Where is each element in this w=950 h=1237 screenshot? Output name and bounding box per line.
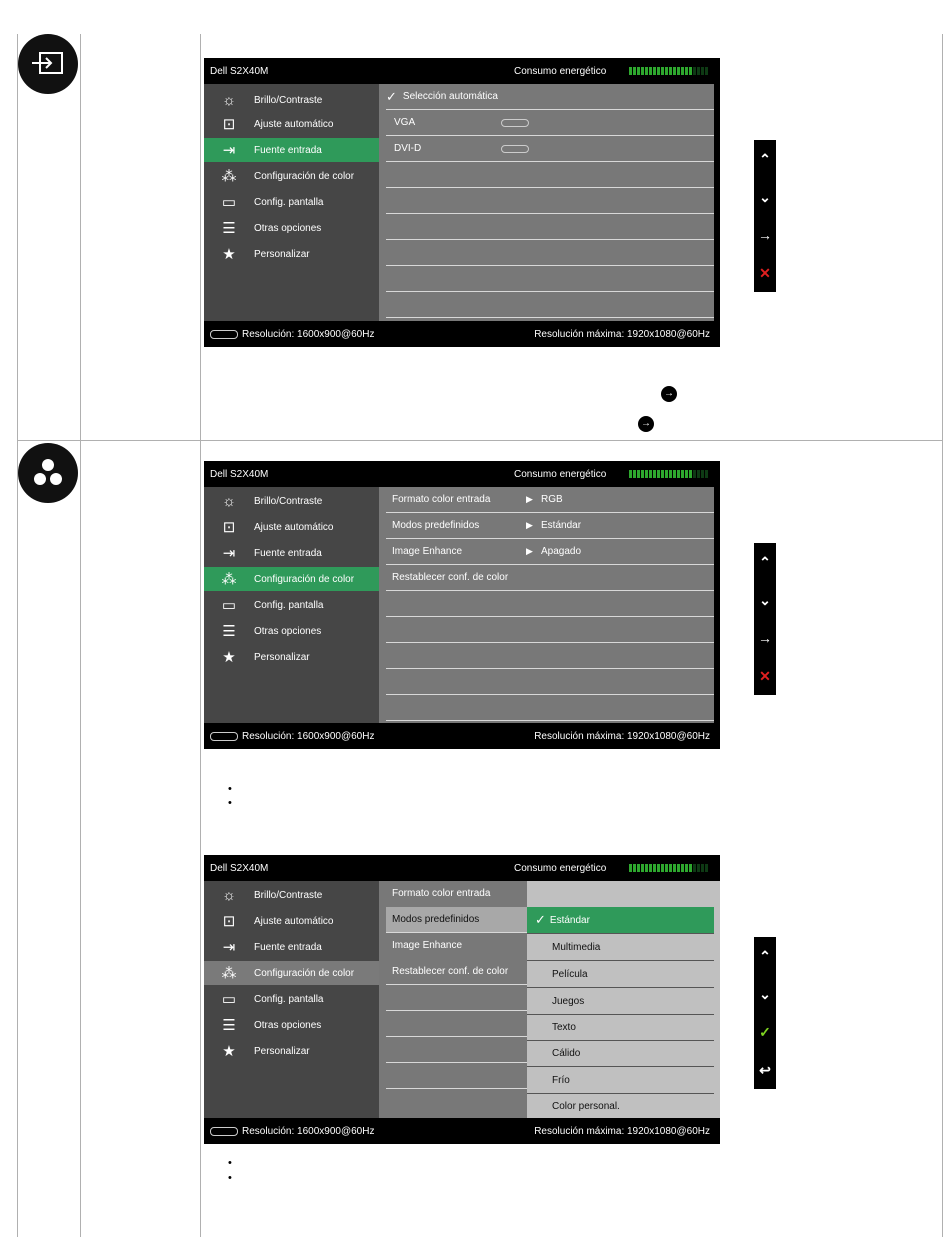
display-icon: ▭ — [221, 597, 237, 614]
menu-label: Personalizar — [254, 248, 310, 260]
power-meter — [629, 67, 714, 75]
power-meter-segment — [701, 470, 704, 478]
power-meter-segment — [673, 67, 676, 75]
option-image-enhance[interactable] — [386, 933, 527, 958]
option-label: DVI-D — [394, 143, 422, 154]
bullet-point: • — [228, 1172, 232, 1184]
osd-main-menu — [204, 881, 379, 1118]
up-button[interactable]: ⌃ — [759, 150, 771, 167]
preset-frio[interactable] — [527, 1067, 714, 1094]
power-meter-segment — [697, 864, 700, 872]
settings-sliders-icon: ☰ — [222, 1017, 236, 1034]
back-button[interactable]: ↩ — [759, 1061, 771, 1078]
nav-buttons-2 — [754, 543, 776, 695]
menu-label: Configuración de color — [254, 967, 355, 979]
power-meter-segment — [645, 864, 648, 872]
power-meter-segment — [641, 864, 644, 872]
arrow-circle-icon: → — [661, 386, 677, 402]
max-resolution-text: Resolución máxima: 1920x1080@60Hz — [534, 1126, 710, 1137]
preset-modes-submenu — [527, 881, 720, 1118]
osd-footer — [204, 321, 720, 347]
preset-label: Multimedia — [552, 941, 601, 953]
option-image-enhance[interactable] — [386, 539, 714, 565]
power-meter-segment — [701, 67, 704, 75]
star-icon: ★ — [222, 1043, 236, 1060]
power-meter-segment — [685, 67, 688, 75]
power-meter-segment — [669, 470, 672, 478]
menu-item-color[interactable] — [204, 961, 379, 985]
osd-content — [379, 84, 714, 321]
menu-label: Configuración de color — [254, 573, 355, 585]
osd-input-source — [204, 58, 720, 347]
power-meter-segment — [697, 470, 700, 478]
power-meter-segment — [705, 864, 708, 872]
table-border-col3 — [200, 34, 201, 1237]
empty-row — [386, 162, 714, 188]
resolution-text: Resolución: 1600x900@60Hz — [242, 329, 375, 340]
power-meter-segment — [689, 864, 692, 872]
preset-calido[interactable] — [527, 1040, 714, 1067]
color-dots-icon: ⁂ — [221, 965, 237, 982]
osd-preset-modes — [204, 855, 720, 1144]
osd-main-menu — [204, 84, 379, 321]
dvi-connector-icon — [501, 145, 529, 153]
menu-label: Brillo/Contraste — [254, 889, 323, 901]
menu-item-personalize[interactable] — [204, 242, 379, 266]
triangle-right-icon: ▶ — [526, 520, 533, 530]
menu-item-auto-adjust[interactable] — [204, 909, 379, 933]
menu-item-color[interactable] — [204, 164, 379, 188]
power-label: Consumo energético — [514, 863, 607, 874]
power-meter-segment — [705, 67, 708, 75]
menu-label: Brillo/Contraste — [254, 495, 323, 507]
power-meter-segment — [657, 864, 660, 872]
menu-item-input-source[interactable] — [204, 541, 379, 565]
power-meter-segment — [661, 864, 664, 872]
table-border-col2 — [80, 34, 81, 1237]
menu-label: Config. pantalla — [254, 599, 324, 611]
brightness-icon: ☼ — [222, 91, 236, 109]
osd-header — [204, 58, 720, 84]
menu-item-color[interactable] — [204, 567, 379, 591]
star-icon: ★ — [222, 246, 236, 263]
menu-item-personalize[interactable] — [204, 645, 379, 669]
enter-button[interactable]: → — [758, 227, 772, 243]
power-meter — [629, 864, 714, 872]
preset-estandar[interactable] — [527, 907, 714, 934]
power-meter-segment — [645, 470, 648, 478]
resolution-text: Resolución: 1600x900@60Hz — [242, 1126, 375, 1137]
row-divider — [17, 440, 943, 441]
down-button[interactable]: ⌄ — [759, 985, 771, 1002]
color-dots-icon: ⁂ — [221, 571, 237, 588]
menu-label: Ajuste automático — [254, 118, 334, 130]
menu-item-auto-adjust[interactable] — [204, 515, 379, 539]
settings-sliders-icon: ☰ — [222, 623, 236, 640]
connector-icon — [210, 330, 238, 339]
bullet-point: • — [228, 1157, 232, 1169]
menu-item-display[interactable] — [204, 987, 379, 1011]
star-icon: ★ — [222, 649, 236, 666]
option-preset-modes[interactable] — [386, 513, 714, 539]
option-vga[interactable] — [386, 110, 714, 136]
option-value: Estándar — [541, 520, 582, 531]
option-reset-color[interactable] — [386, 565, 714, 591]
power-meter-segment — [637, 864, 640, 872]
option-label: Formato color entrada — [392, 888, 491, 899]
power-meter-segment — [629, 470, 632, 478]
menu-item-other[interactable] — [204, 1013, 379, 1037]
power-meter-segment — [641, 67, 644, 75]
option-label: Restablecer conf. de color — [392, 572, 509, 583]
menu-item-auto-adjust[interactable] — [204, 112, 379, 136]
auto-adjust-icon: ⊡ — [222, 116, 236, 133]
power-meter-segment — [653, 864, 656, 872]
power-meter-segment — [689, 67, 692, 75]
power-meter-segment — [677, 67, 680, 75]
option-value: Apagado — [541, 546, 582, 557]
empty-row — [386, 617, 714, 643]
power-meter-segment — [641, 470, 644, 478]
osd-main-menu — [204, 487, 379, 723]
osd-content — [379, 881, 527, 1118]
menu-label: Config. pantalla — [254, 196, 324, 208]
connector-icon — [210, 732, 238, 741]
settings-sliders-icon: ☰ — [222, 220, 236, 237]
power-meter-segment — [653, 470, 656, 478]
option-label: Modos predefinidos — [392, 520, 480, 531]
menu-label: Personalizar — [254, 1045, 310, 1057]
bullet-point: • — [228, 797, 232, 809]
enter-button[interactable]: → — [758, 630, 772, 646]
power-meter-segment — [645, 67, 648, 75]
color-dots-icon: ⁂ — [221, 168, 237, 185]
power-meter-segment — [689, 470, 692, 478]
check-icon: ✓ — [386, 88, 397, 104]
power-meter-segment — [673, 470, 676, 478]
input-source-icon: ⇥ — [222, 545, 236, 562]
input-source-icon: ⇥ — [222, 142, 236, 159]
empty-row — [386, 695, 714, 721]
power-meter-segment — [681, 67, 684, 75]
empty-row — [386, 214, 714, 240]
brightness-icon: ☼ — [222, 492, 236, 510]
empty-row — [386, 643, 714, 669]
power-meter-segment — [673, 864, 676, 872]
osd-footer — [204, 723, 720, 749]
preset-juegos[interactable] — [527, 988, 714, 1015]
preset-pelicula[interactable] — [527, 961, 714, 988]
empty-row — [386, 1037, 527, 1063]
power-meter-segment — [657, 470, 660, 478]
power-meter-segment — [633, 67, 636, 75]
bullet-point: • — [228, 783, 232, 795]
power-meter-segment — [633, 864, 636, 872]
osd-footer — [204, 1118, 720, 1144]
empty-row — [386, 292, 714, 318]
power-meter-segment — [701, 864, 704, 872]
option-preset-modes[interactable] — [386, 907, 527, 933]
input-source-icon: ⇥ — [222, 939, 236, 956]
power-meter-segment — [665, 864, 668, 872]
power-meter-segment — [669, 864, 672, 872]
menu-label: Brillo/Contraste — [254, 94, 323, 106]
check-icon: ✓ — [535, 912, 546, 927]
power-meter-segment — [693, 67, 696, 75]
connector-icon — [210, 1127, 238, 1136]
menu-item-other[interactable] — [204, 619, 379, 643]
power-meter-segment — [629, 67, 632, 75]
power-meter-segment — [633, 470, 636, 478]
vga-connector-icon — [501, 119, 529, 127]
menu-item-display[interactable] — [204, 190, 379, 214]
option-auto-select[interactable] — [386, 84, 714, 110]
display-icon: ▭ — [221, 194, 237, 211]
option-value: RGB — [541, 494, 563, 505]
power-meter-segment — [697, 67, 700, 75]
empty-row — [386, 669, 714, 695]
option-reset-color[interactable] — [386, 959, 527, 985]
max-resolution-text: Resolución máxima: 1920x1080@60Hz — [534, 329, 710, 340]
empty-row — [386, 266, 714, 292]
power-meter-segment — [661, 470, 664, 478]
menu-label: Ajuste automático — [254, 521, 334, 533]
power-meter-segment — [693, 470, 696, 478]
auto-adjust-icon: ⊡ — [222, 913, 236, 930]
menu-label: Fuente entrada — [254, 547, 322, 559]
power-meter-segment — [681, 864, 684, 872]
preset-label: Película — [552, 968, 588, 980]
menu-label: Configuración de color — [254, 170, 355, 182]
option-label: VGA — [394, 117, 416, 128]
power-meter-segment — [677, 864, 680, 872]
power-meter-segment — [665, 67, 668, 75]
menu-item-brightness[interactable] — [204, 883, 379, 907]
empty-row — [386, 1011, 527, 1037]
power-meter-segment — [693, 864, 696, 872]
power-meter-segment — [705, 470, 708, 478]
preset-multimedia[interactable] — [527, 934, 714, 961]
display-icon: ▭ — [221, 991, 237, 1008]
input-source-icon — [18, 34, 78, 94]
exit-button[interactable]: ✕ — [759, 264, 771, 281]
preset-texto[interactable] — [527, 1014, 714, 1041]
menu-label: Otras opciones — [254, 222, 322, 234]
brightness-icon: ☼ — [222, 886, 236, 904]
preset-label: Texto — [552, 1021, 576, 1033]
option-color-format[interactable] — [386, 487, 714, 513]
up-button[interactable]: ⌃ — [759, 947, 771, 964]
menu-item-other[interactable] — [204, 216, 379, 240]
power-meter-segment — [637, 67, 640, 75]
option-label: Image Enhance — [392, 940, 463, 951]
preset-label: Estándar — [549, 914, 590, 926]
power-label: Consumo energético — [514, 469, 607, 480]
menu-label: Fuente entrada — [254, 941, 322, 953]
empty-row — [386, 591, 714, 617]
nav-buttons-1 — [754, 140, 776, 292]
empty-row — [386, 240, 714, 266]
power-meter-segment — [657, 67, 660, 75]
osd-header — [204, 855, 720, 881]
exit-button[interactable]: ✕ — [759, 667, 771, 684]
up-button[interactable]: ⌃ — [759, 553, 771, 570]
preset-label: Frío — [552, 1074, 570, 1086]
power-meter-segment — [685, 470, 688, 478]
power-meter-segment — [669, 67, 672, 75]
osd-header — [204, 461, 720, 487]
confirm-button[interactable]: ✓ — [759, 1023, 771, 1040]
model-name: Dell S2X40M — [210, 66, 269, 77]
empty-row — [386, 985, 527, 1011]
option-color-format[interactable] — [386, 881, 527, 906]
menu-label: Fuente entrada — [254, 144, 322, 156]
option-label: Formato color entrada — [392, 494, 491, 505]
power-meter-segment — [661, 67, 664, 75]
down-button[interactable]: ⌄ — [759, 188, 771, 205]
resolution-text: Resolución: 1600x900@60Hz — [242, 731, 375, 742]
preset-color-personal[interactable] — [527, 1093, 714, 1119]
model-name: Dell S2X40M — [210, 469, 269, 480]
power-meter-segment — [649, 67, 652, 75]
menu-item-input-source[interactable] — [204, 935, 379, 959]
down-button[interactable]: ⌄ — [759, 591, 771, 608]
option-label: Restablecer conf. de color — [392, 966, 509, 977]
max-resolution-text: Resolución máxima: 1920x1080@60Hz — [534, 731, 710, 742]
menu-label: Personalizar — [254, 651, 310, 663]
preset-label: Color personal. — [552, 1100, 620, 1112]
option-dvi[interactable] — [386, 136, 714, 162]
power-meter-segment — [649, 864, 652, 872]
menu-label: Config. pantalla — [254, 993, 324, 1005]
table-border-left — [17, 34, 18, 1237]
auto-adjust-icon: ⊡ — [222, 519, 236, 536]
preset-label: Cálido — [552, 1047, 581, 1059]
menu-item-personalize[interactable] — [204, 1039, 379, 1063]
power-label: Consumo energético — [514, 66, 607, 77]
power-meter-segment — [681, 470, 684, 478]
menu-item-input-source[interactable] — [204, 138, 379, 162]
option-label: Image Enhance — [392, 546, 463, 557]
menu-label: Ajuste automático — [254, 915, 334, 927]
triangle-right-icon: ▶ — [526, 494, 533, 504]
power-meter-segment — [629, 864, 632, 872]
empty-row — [386, 188, 714, 214]
menu-item-display[interactable] — [204, 593, 379, 617]
power-meter — [629, 470, 714, 478]
color-dots-icon — [18, 443, 78, 503]
arrow-circle-icon: → — [638, 416, 654, 432]
osd-content — [379, 487, 714, 723]
power-meter-segment — [665, 470, 668, 478]
table-border-right — [942, 34, 943, 1237]
preset-label: Juegos — [552, 995, 585, 1007]
nav-buttons-3 — [754, 937, 776, 1089]
empty-row — [386, 1063, 527, 1089]
menu-item-brightness[interactable] — [204, 489, 379, 513]
power-meter-segment — [685, 864, 688, 872]
option-label: Modos predefinidos — [392, 914, 480, 925]
power-meter-segment — [677, 470, 680, 478]
power-meter-segment — [649, 470, 652, 478]
option-label: Selección automática — [402, 91, 498, 102]
model-name: Dell S2X40M — [210, 863, 269, 874]
power-meter-segment — [653, 67, 656, 75]
menu-item-brightness[interactable] — [204, 88, 379, 112]
osd-color-settings — [204, 461, 720, 749]
triangle-right-icon: ▶ — [526, 546, 533, 556]
menu-label: Otras opciones — [254, 1019, 322, 1031]
power-meter-segment — [637, 470, 640, 478]
menu-label: Otras opciones — [254, 625, 322, 637]
